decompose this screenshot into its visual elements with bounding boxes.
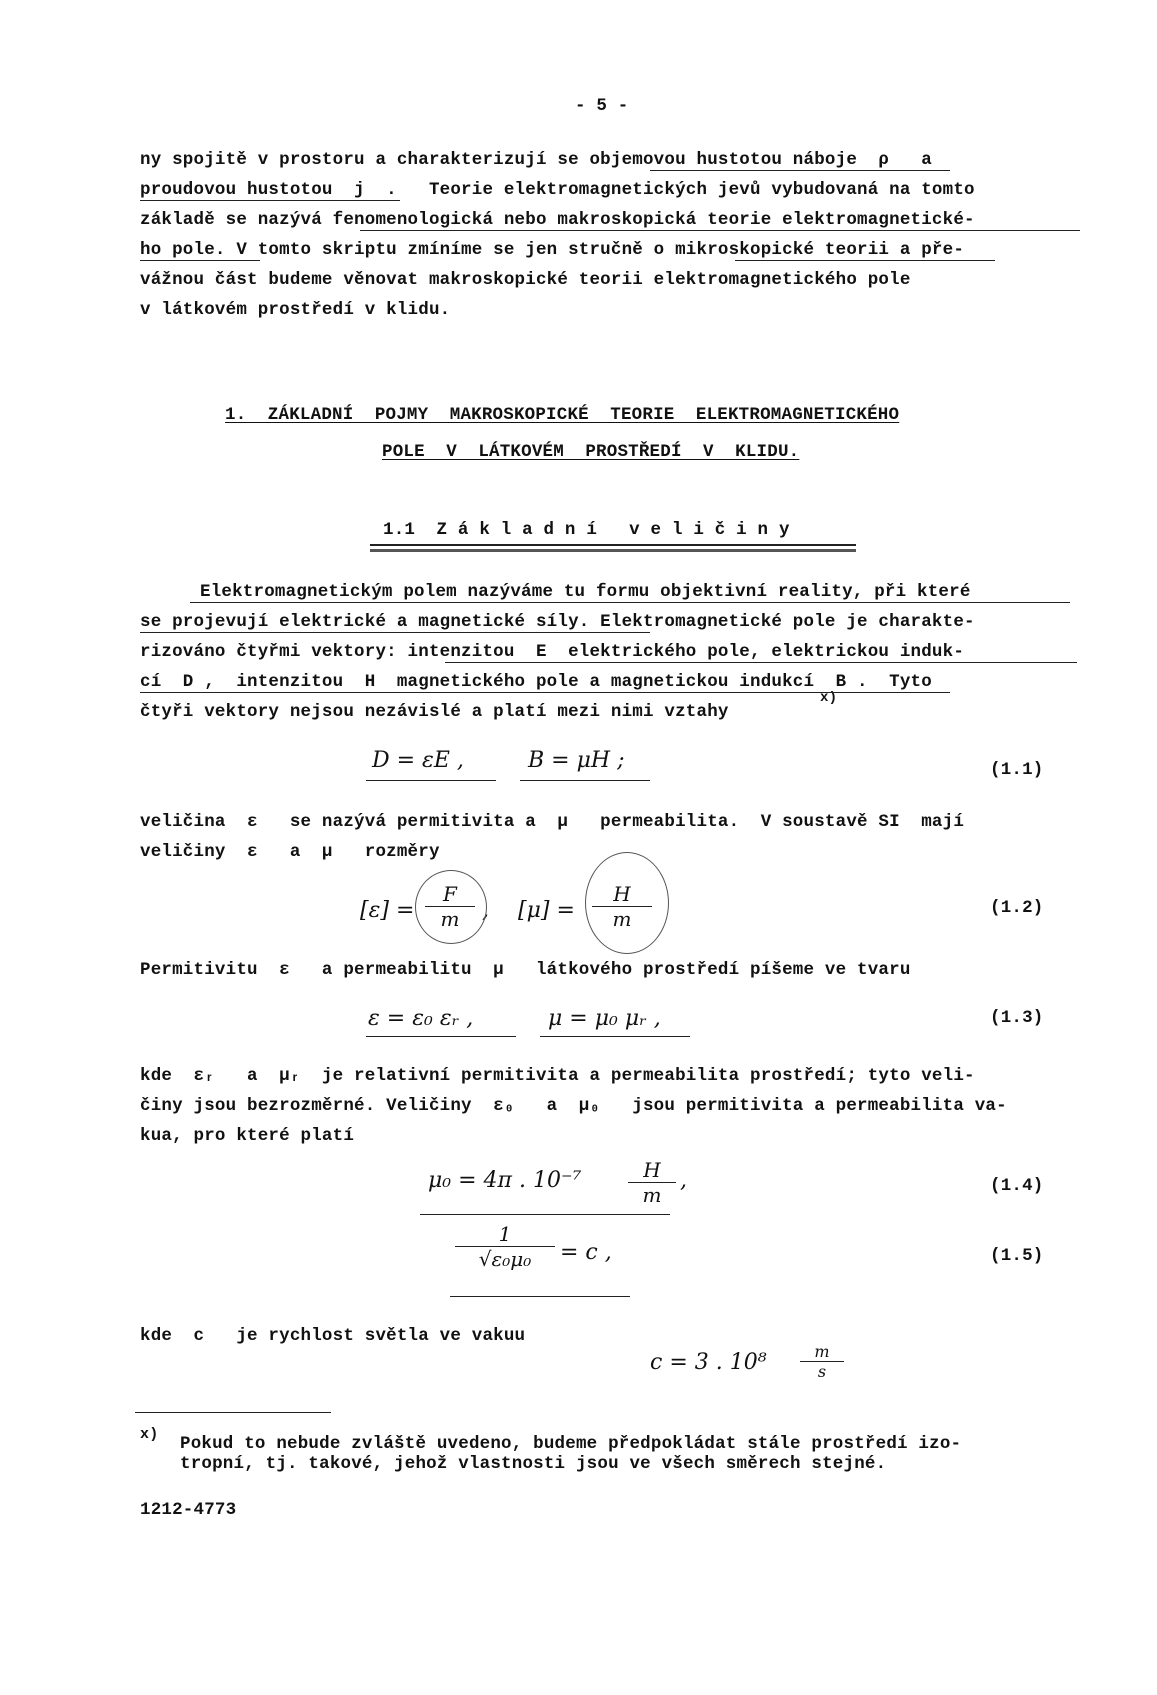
underline xyxy=(140,260,260,261)
eq1-number: (1.1) xyxy=(990,760,1044,780)
eq4-fraction xyxy=(628,1158,676,1207)
eq6-lhs: c = 3 . 10⁸ xyxy=(650,1350,767,1375)
para2-line-2: veličiny ε a μ rozměry xyxy=(140,842,440,862)
para1-line-3: rizováno čtyřmi vektory: intenzitou E elektrického pole, elektrickou induk- xyxy=(140,642,965,662)
underline xyxy=(140,692,950,693)
footnote-line-2: tropní, tj. takové, jehož vlastnosti jsou ve všech směrech stejné. xyxy=(180,1454,887,1474)
eq-underline xyxy=(520,780,650,781)
eq2-mu-bracket: [μ] = xyxy=(518,898,575,923)
para3: Permitivitu ε a permeabilitu μ látkového prostředí píšeme ve tvaru xyxy=(140,960,911,980)
eq3-left: ε = ε₀ εᵣ , xyxy=(368,1006,474,1031)
footnote-line-1: Pokud to nebude zvláště uvedeno, budeme předpokládat stále prostředí izo- xyxy=(180,1434,962,1454)
para1-line-5: čtyři vektory nejsou nezávislé a platí mezi nimi vztahy xyxy=(140,702,729,722)
underline xyxy=(140,632,650,633)
para1-line-1: Elektromagnetickým polem nazýváme tu formu objektivní reality, při které xyxy=(200,582,971,602)
eq-underline xyxy=(366,780,496,781)
footnote-rule xyxy=(135,1412,331,1413)
eq6-fraction xyxy=(800,1342,844,1381)
eq2-eps-denominator: m xyxy=(440,907,460,931)
intro-line-3: základě se nazývá fenomenologická nebo makroskopická teorie elektromagnetické- xyxy=(140,210,975,230)
eq5-rhs: = c , xyxy=(560,1240,612,1265)
eq1-left: D = εE , xyxy=(372,748,464,773)
eq5-numerator: 1 xyxy=(455,1222,555,1247)
para2-line-1: veličina ε se nazývá permitivita a μ permeabilita. V soustavě SI mají xyxy=(140,812,965,832)
eq-underline xyxy=(420,1214,670,1215)
eq2-number: (1.2) xyxy=(990,898,1044,918)
pencil-circle xyxy=(585,852,669,954)
footnote-mark: x) xyxy=(140,1426,159,1443)
intro-line-4: ho pole. V tomto skriptu zmíníme se jen stručně o mikroskopické teorii a pře- xyxy=(140,240,965,260)
intro-line-5: vážnou část budeme věnovat makroskopické teorii elektromagnetického pole xyxy=(140,270,911,290)
document-code: 1212-4773 xyxy=(140,1500,237,1520)
eq5-denominator: √ε₀μ₀ xyxy=(478,1247,532,1271)
underline xyxy=(650,170,950,171)
underline xyxy=(735,260,995,261)
eq6-numerator: m xyxy=(800,1342,844,1362)
para4-line-3: kua, pro které platí xyxy=(140,1126,355,1146)
eq2-sep: , xyxy=(482,898,489,923)
eq2-mu-numerator: H xyxy=(592,882,652,907)
para1-line-4: cí D , intenzitou H magnetického pole a magnetickou indukcí B . Tyto xyxy=(140,672,932,692)
eq4-number: (1.4) xyxy=(990,1176,1044,1196)
eq2-eps-bracket: [ε] = xyxy=(360,898,415,923)
underline xyxy=(190,602,1070,603)
chapter-heading-line-2: POLE V LÁTKOVÉM PROSTŘEDÍ V KLIDU. xyxy=(382,442,800,462)
eq5-fraction xyxy=(455,1222,555,1271)
eq2-eps-numerator: F xyxy=(425,882,475,907)
intro-line-6: v látkovém prostředí v klidu. xyxy=(140,300,451,320)
eq4-lhs: μ₀ = 4π . 10⁻⁷ xyxy=(428,1168,582,1193)
eq4-denominator: m xyxy=(642,1183,662,1207)
pencil-circle xyxy=(415,870,487,944)
eq1-right: B = μH ; xyxy=(528,748,625,773)
eq3-number: (1.3) xyxy=(990,1008,1044,1028)
para4-line-2: činy jsou bezrozměrné. Veličiny ε₀ a μ₀ jsou permitivita a permeabilita va- xyxy=(140,1096,1007,1116)
eq-underline xyxy=(366,1036,516,1037)
section-underline-double xyxy=(370,549,856,552)
eq4-tail: , xyxy=(680,1168,687,1193)
section-underline xyxy=(370,544,856,546)
underline xyxy=(445,662,1077,663)
eq4-numerator: H xyxy=(628,1158,676,1183)
intro-line-1: ny spojitě v prostoru a charakterizují se objemovou hustotou náboje ρ a xyxy=(140,150,932,170)
eq6-denominator: s xyxy=(817,1362,827,1381)
eq2-mu-denominator: m xyxy=(612,907,632,931)
footnote-reference: x) xyxy=(820,690,838,706)
chapter-heading-line-1: 1. ZÁKLADNÍ POJMY MAKROSKOPICKÉ TEORIE ELEKTROMAGNETICKÉHO xyxy=(225,405,900,425)
eq-underline xyxy=(540,1036,690,1037)
intro-line-2: proudovou hustotou j . Teorie elektromagnetických jevů vybudovaná na tomto xyxy=(140,180,975,200)
eq3-right: μ = μ₀ μᵣ , xyxy=(548,1006,661,1031)
underline xyxy=(360,230,1080,231)
section-heading: 1.1 Z á k l a d n í v e l i č i n y xyxy=(383,520,790,540)
para1-line-2: se projevují elektrické a magnetické síly. Elektromagnetické pole je charakte- xyxy=(140,612,975,632)
underline xyxy=(140,200,400,201)
eq-underline xyxy=(450,1296,630,1297)
eq5-number: (1.5) xyxy=(990,1246,1044,1266)
para5: kde c je rychlost světla ve vakuu xyxy=(140,1326,526,1346)
page-number: - 5 - xyxy=(575,96,629,116)
para4-line-1: kde εᵣ a μᵣ je relativní permitivita a permeabilita prostředí; tyto veli- xyxy=(140,1066,975,1086)
